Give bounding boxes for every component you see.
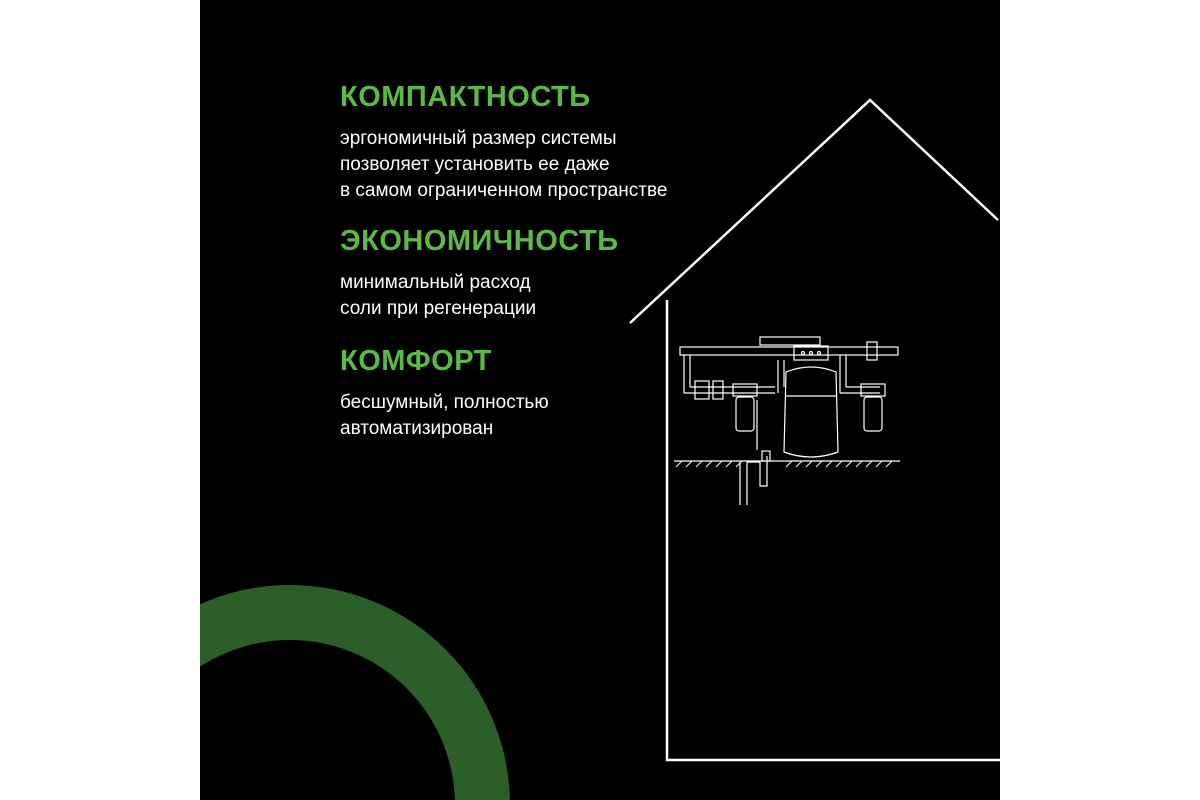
feature-description: минимальный расход соли при регенерации — [340, 272, 537, 319]
water-softener-icon — [674, 337, 900, 505]
feature-title: КОМПАКТНОСТЬ — [340, 81, 591, 113]
house-outline-icon — [200, 0, 1000, 800]
feature-title: КОМФОРТ — [340, 345, 492, 377]
feature-description: эргономичный размер системы позволяет установить ее даже в самом ограниченном пространстве — [340, 128, 668, 201]
feature-description: бесшумный, полностью автоматизирован — [340, 392, 549, 439]
promo-panel — [200, 0, 1000, 800]
feature-title: ЭКОНОМИЧНОСТЬ — [340, 225, 619, 257]
